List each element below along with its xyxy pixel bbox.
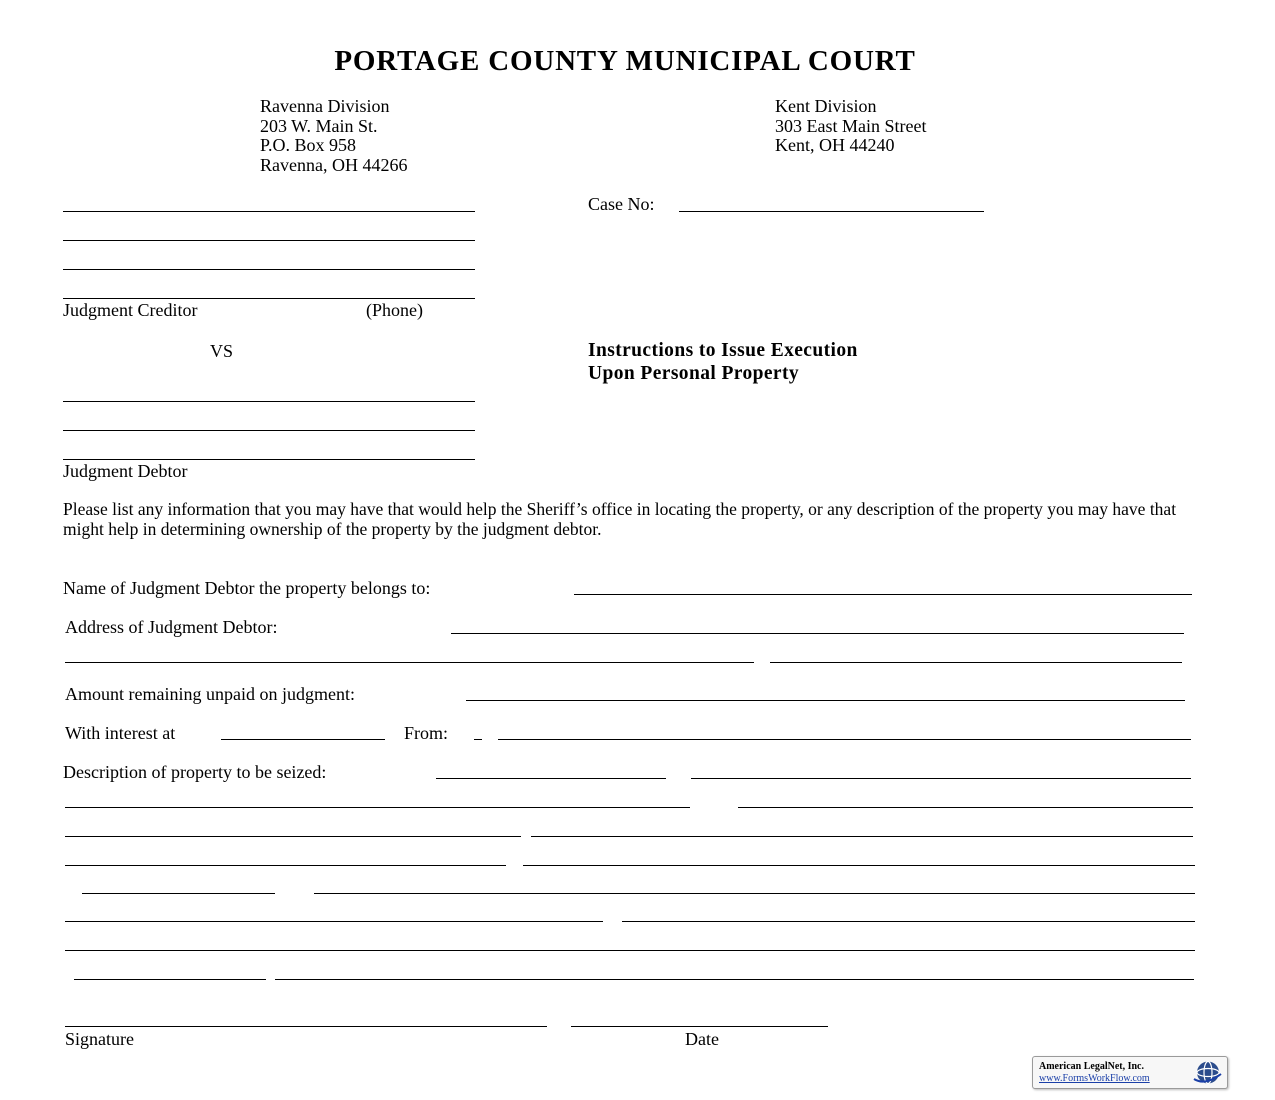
interest-label: With interest at [65,723,176,743]
phone-label: (Phone) [366,300,423,320]
debtor-name-field[interactable] [574,594,1192,595]
case-number-label: Case No: [588,194,655,214]
property-description-line-6a[interactable] [65,921,603,922]
debtor-address-field-3[interactable] [770,662,1182,663]
ravenna-po-box: P.O. Box 958 [260,135,357,155]
instructions-paragraph: Please list any information that you may have that would help the Sheriff’s office in locating the property, or any description of the property you may have that might help in determining ownership of the property by the judgment debtor. [63,499,1177,539]
property-description-line-3b[interactable] [531,836,1193,837]
amount-unpaid-label: Amount remaining unpaid on judgment: [65,684,355,704]
debtor-line-1[interactable] [63,401,475,402]
debtor-address-field-1[interactable] [451,633,1184,634]
versus-label: VS [210,341,234,361]
property-description-label: Description of property to be seized: [63,762,327,782]
property-description-line-6b[interactable] [622,921,1195,922]
form-title-line-1: Instructions to Issue Execution [588,340,858,361]
property-description-line-4a[interactable] [65,865,506,866]
debtor-line-2[interactable] [63,430,475,431]
creditor-line-2[interactable] [63,240,475,241]
property-description-line-2b[interactable] [738,807,1193,808]
from-date-field[interactable] [498,739,1191,740]
debtor-address-label: Address of Judgment Debtor: [65,617,278,637]
signature-label: Signature [65,1029,134,1049]
judgment-creditor-label: Judgment Creditor [63,300,198,320]
ravenna-city: Ravenna, OH 44266 [260,154,408,175]
property-description-line-7[interactable] [65,950,1195,951]
interest-rate-field[interactable] [221,739,385,740]
property-description-field-1b[interactable] [691,778,1191,779]
case-number-field[interactable] [679,211,984,212]
signature-field[interactable] [65,1026,547,1027]
logo-company-name: American LegalNet, Inc. [1039,1061,1144,1072]
property-description-line-8b[interactable] [275,979,1194,980]
property-description-field-1a[interactable] [436,778,666,779]
property-description-line-5b[interactable] [314,893,1195,894]
date-field[interactable] [571,1026,828,1027]
kent-city: Kent, OH 44240 [775,135,895,155]
ravenna-division-address [260,97,407,175]
ravenna-street: 203 W. Main St. [260,115,378,136]
globe-icon [1191,1059,1223,1086]
amount-unpaid-field[interactable] [466,700,1185,701]
date-label: Date [685,1029,719,1049]
property-description-line-8a[interactable] [74,979,266,980]
debtor-line-3[interactable] [63,459,475,460]
form-title-line-2: Upon Personal Property [588,363,800,384]
kent-division-name: Kent Division [775,96,877,116]
kent-street: 303 East Main Street [775,115,927,136]
from-label: From: [404,723,449,743]
from-date-mark [474,739,482,740]
property-description-line-2a[interactable] [65,807,690,808]
ravenna-division-name: Ravenna Division [260,96,390,116]
judgment-debtor-label: Judgment Debtor [63,461,188,481]
creditor-line-1[interactable] [63,211,475,212]
property-description-line-4b[interactable] [523,865,1195,866]
court-title: PORTAGE COUNTY MUNICIPAL COURT [334,45,916,77]
american-legalnet-logo[interactable] [1032,1056,1228,1089]
creditor-line-4[interactable] [63,298,475,299]
logo-url-link[interactable]: www.FormsWorkFlow.com [1039,1073,1150,1084]
debtor-address-field-2[interactable] [65,662,754,663]
property-description-line-5a[interactable] [82,893,275,894]
debtor-name-label: Name of Judgment Debtor the property belongs to: [63,578,431,598]
creditor-line-3[interactable] [63,269,475,270]
kent-division-address [775,97,926,156]
property-description-line-3a[interactable] [65,836,521,837]
